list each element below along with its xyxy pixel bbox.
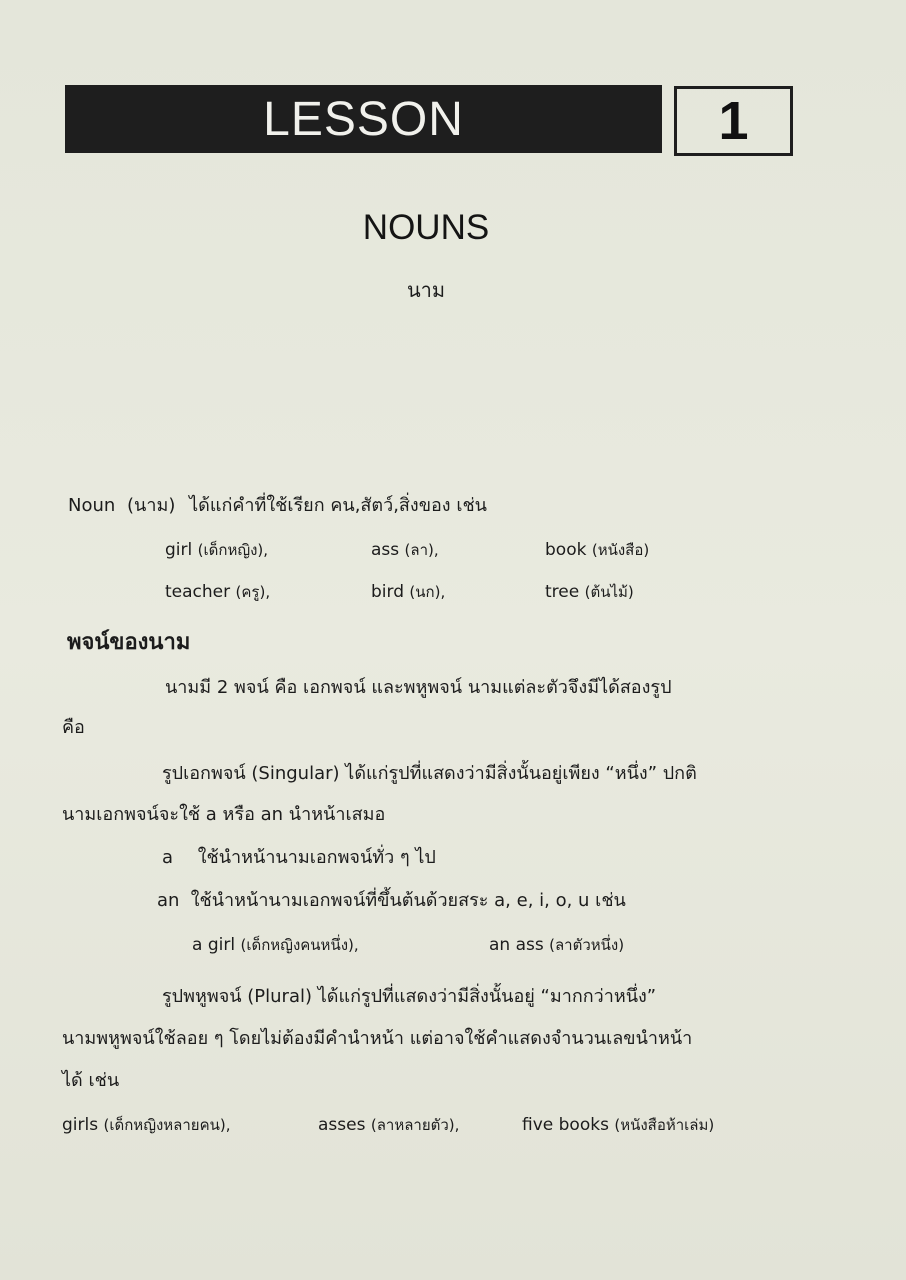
article-a-text: ใช้นำหน้านามเอกพจน์ทั่ว ๆ ไป [197,847,436,868]
lesson-number-box [674,86,793,156]
plural-line1: รูปพหูพจน์ (Plural) ได้แก่รูปที่แสดงว่ามีสิ่งนั้นอยู่ “มากกว่าหนึ่ง” [162,986,657,1007]
intro-definition: ได้แก่คำที่ใช้เรียก คน,สัตว์,สิ่งของ เช่น [189,495,487,516]
example-item [371,580,445,604]
example-word: tree [545,582,580,602]
intro-line [68,494,487,518]
example-word: girls [62,1115,99,1135]
example-gloss: (เด็กหญิงคนหนึ่ง), [240,936,359,954]
para1-line1: นามมี 2 พจน์ คือ เอกพจน์ และพหูพจน์ นามแต่ละตัวจึงมีได้สองรูป [165,677,672,698]
example-word: an ass [489,935,544,955]
plural-example [318,1113,459,1137]
plural-line3: ได้ เช่น [62,1070,120,1091]
example-word: asses [318,1115,366,1135]
singular-line2: นามเอกพจน์จะใช้ a หรือ an นำหน้าเสมอ [62,804,386,825]
example-gloss: (นก), [409,583,446,601]
plural-example [522,1113,714,1137]
article-an: an [157,890,180,911]
article-a-line [162,846,436,870]
plural-line2: นามพหูพจน์ใช้ลอย ๆ โดยไม่ต้องมีคำนำหน้า แต่อาจใช้คำแสดงจำนวนเลขนำหน้า [62,1028,693,1049]
lesson-banner [65,85,662,153]
para1-line2: คือ [62,717,85,738]
example-gloss: (หนังสือห้าเล่ม) [614,1116,715,1134]
example-word: teacher [165,582,231,602]
article-example [489,933,624,957]
page-title: NOUNS [362,208,490,247]
example-word: a girl [192,935,236,955]
lesson-banner-label: LESSON [263,92,464,146]
article-a: a [162,847,174,868]
example-gloss: (ลาตัวหนึ่ง) [549,936,625,954]
example-item [545,538,649,562]
example-gloss: (ลาหลายตัว), [370,1116,460,1134]
intro-term-gloss: (นาม) [127,495,176,516]
example-word: five books [522,1115,609,1135]
example-word: bird [371,582,404,602]
example-gloss: (เด็กหญิง), [197,541,269,559]
example-gloss: (หนังสือ) [591,541,650,559]
example-gloss: (ครู), [235,583,271,601]
example-gloss: (ลา), [404,541,439,559]
example-item [545,580,634,604]
example-word: ass [371,540,400,560]
article-an-text: ใช้นำหน้านามเอกพจน์ที่ขึ้นต้นด้วยสระ a, e, i, o, u เช่น [190,890,626,911]
article-example [192,933,359,957]
section-heading: พจน์ของนาม [67,630,191,655]
example-word: girl [165,540,193,560]
page-subtitle: นาม [406,278,446,302]
plural-example [62,1113,231,1137]
example-item [165,580,270,604]
example-item [165,538,268,562]
example-item [371,538,439,562]
example-gloss: (เด็กหญิงหลายคน), [103,1116,231,1134]
lesson-number: 1 [718,91,749,151]
example-word: book [545,540,587,560]
intro-term: Noun [68,495,116,516]
example-gloss: (ต้นไม้) [584,583,634,601]
singular-line1: รูปเอกพจน์ (Singular) ได้แก่รูปที่แสดงว่ามีสิ่งนั้นอยู่เพียง “หนึ่ง” ปกติ [162,763,697,784]
article-an-line [157,889,626,913]
